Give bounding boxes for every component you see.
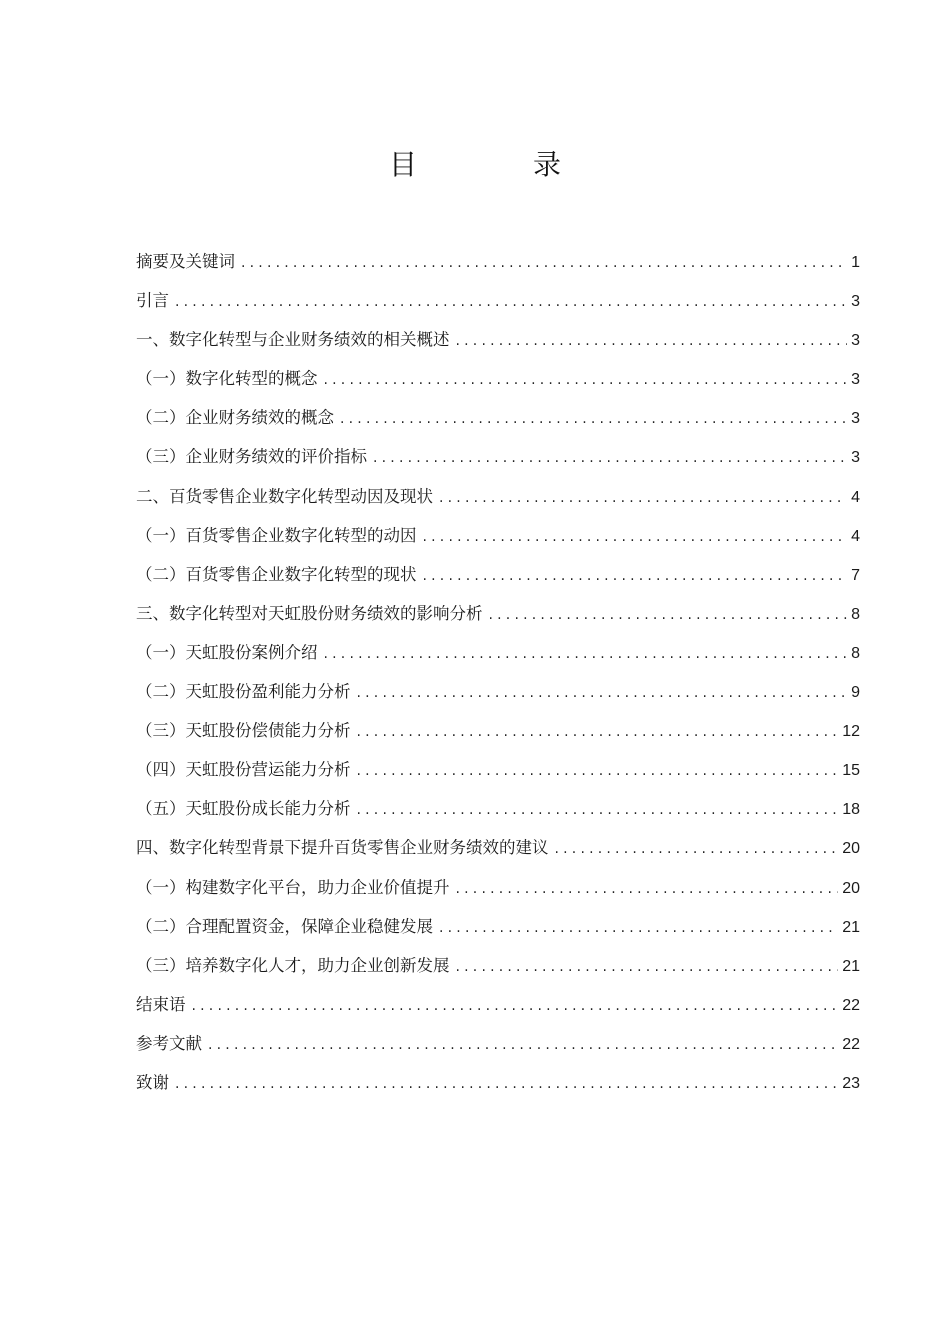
toc-entry-label: 二、百货零售企业数字化转型动因及现状 <box>136 486 433 506</box>
toc-entry-label: （四）天虹股份营运能力分析 <box>136 760 351 780</box>
toc-entry-label: （五）天虹股份成长能力分析 <box>136 799 351 819</box>
toc-entry-label: （三）天虹股份偿债能力分析 <box>136 721 351 741</box>
toc-leader-dots <box>489 601 848 629</box>
toc-leader-dots <box>373 444 847 472</box>
toc-entry[interactable] <box>136 443 860 482</box>
toc-leader-dots <box>423 523 848 551</box>
toc-entry[interactable] <box>136 795 860 834</box>
toc-entry[interactable] <box>136 952 860 991</box>
toc-leader-dots <box>324 640 848 668</box>
toc-entry-label: （三）培养数字化人才，助力企业创新发展 <box>136 955 450 975</box>
toc-leader-dots <box>357 718 839 746</box>
toc-leader-dots <box>439 484 847 512</box>
toc-leader-dots <box>324 366 848 394</box>
toc-page-number: 7 <box>851 566 860 584</box>
toc-entry[interactable] <box>136 561 860 600</box>
toc-page-number: 18 <box>842 801 860 819</box>
toc-leader-dots <box>208 1031 838 1059</box>
toc-page-number: 8 <box>851 644 860 662</box>
toc-entry[interactable] <box>136 639 860 678</box>
toc-entry[interactable] <box>136 600 860 639</box>
toc-page-number: 21 <box>842 957 860 975</box>
toc-page-number: 1 <box>851 254 860 271</box>
toc-page-number: 3 <box>851 332 860 350</box>
toc-entry[interactable] <box>136 248 860 287</box>
toc-entry-label: （一）天虹股份案例介绍 <box>136 642 318 662</box>
toc-page-number: 3 <box>851 449 860 467</box>
toc-entry[interactable] <box>136 834 860 873</box>
toc-page-number: 12 <box>842 723 860 741</box>
toc-entry[interactable] <box>136 522 860 561</box>
toc-entry-label: （一）数字化转型的概念 <box>136 369 318 389</box>
toc-entry-label: （二）合理配置资金，保障企业稳健发展 <box>136 916 433 936</box>
toc-entry[interactable] <box>136 756 860 795</box>
toc-leader-dots <box>192 992 839 1020</box>
toc-page-number: 23 <box>842 1074 860 1092</box>
toc-leader-dots <box>456 953 839 981</box>
toc-entry[interactable] <box>136 287 860 326</box>
toc-leader-dots <box>340 405 847 433</box>
toc-entry-label: 摘要及关键词 <box>136 252 235 271</box>
toc-entry[interactable] <box>136 326 860 365</box>
toc-leader-dots <box>357 679 848 707</box>
toc-leader-dots <box>357 757 839 785</box>
toc-entry-label: （一）构建数字化平台，助力企业价值提升 <box>136 877 450 897</box>
table-of-contents <box>136 248 860 1108</box>
toc-leader-dots <box>423 562 848 590</box>
toc-entry-label: 三、数字化转型对天虹股份财务绩效的影响分析 <box>136 603 483 623</box>
toc-leader-dots <box>241 249 847 277</box>
toc-leader-dots <box>439 914 838 942</box>
toc-page-number: 15 <box>842 762 860 780</box>
toc-page-number: 20 <box>842 879 860 897</box>
toc-entry[interactable] <box>136 404 860 443</box>
toc-leader-dots <box>175 288 847 316</box>
toc-entry[interactable] <box>136 1030 860 1069</box>
toc-entry-label: 参考文献 <box>136 1033 202 1053</box>
toc-page-number: 3 <box>851 410 860 428</box>
toc-page-number: 22 <box>842 996 860 1014</box>
toc-entry-label: （三）企业财务绩效的评价指标 <box>136 447 367 467</box>
toc-entry-label: （二）百货零售企业数字化转型的现状 <box>136 564 417 584</box>
toc-page-number: 4 <box>851 488 860 506</box>
toc-entry-label: 引言 <box>136 291 169 311</box>
toc-entry[interactable] <box>136 483 860 522</box>
toc-leader-dots <box>555 835 839 863</box>
toc-entry-label: 结束语 <box>136 994 186 1014</box>
toc-entry-label: 致谢 <box>136 1072 169 1092</box>
toc-entry-label: （一）百货零售企业数字化转型的动因 <box>136 525 417 545</box>
toc-page-number: 3 <box>851 293 860 311</box>
toc-page-number: 4 <box>851 527 860 545</box>
toc-leader-dots <box>456 327 848 355</box>
toc-entry[interactable] <box>136 678 860 717</box>
toc-page-number: 3 <box>851 371 860 389</box>
toc-leader-dots <box>357 796 839 824</box>
toc-entry-label: （二）企业财务绩效的概念 <box>136 408 334 428</box>
toc-page-number: 20 <box>842 840 860 858</box>
toc-entry-label: 四、数字化转型背景下提升百货零售企业财务绩效的建议 <box>136 838 549 858</box>
toc-entry[interactable] <box>136 874 860 913</box>
toc-leader-dots <box>175 1070 838 1098</box>
toc-page-number: 22 <box>842 1035 860 1053</box>
toc-entry[interactable] <box>136 717 860 756</box>
toc-entry[interactable] <box>136 365 860 404</box>
toc-entry[interactable] <box>136 991 860 1030</box>
toc-entry-label: （二）天虹股份盈利能力分析 <box>136 682 351 702</box>
page-title: 目 录 <box>388 148 605 181</box>
toc-page-number: 21 <box>842 918 860 936</box>
toc-entry[interactable] <box>136 1069 860 1108</box>
toc-leader-dots <box>456 875 839 903</box>
toc-entry[interactable] <box>136 913 860 952</box>
toc-entry-label: 一、数字化转型与企业财务绩效的相关概述 <box>136 330 450 350</box>
toc-page-number: 8 <box>851 605 860 623</box>
toc-page-number: 9 <box>851 684 860 702</box>
